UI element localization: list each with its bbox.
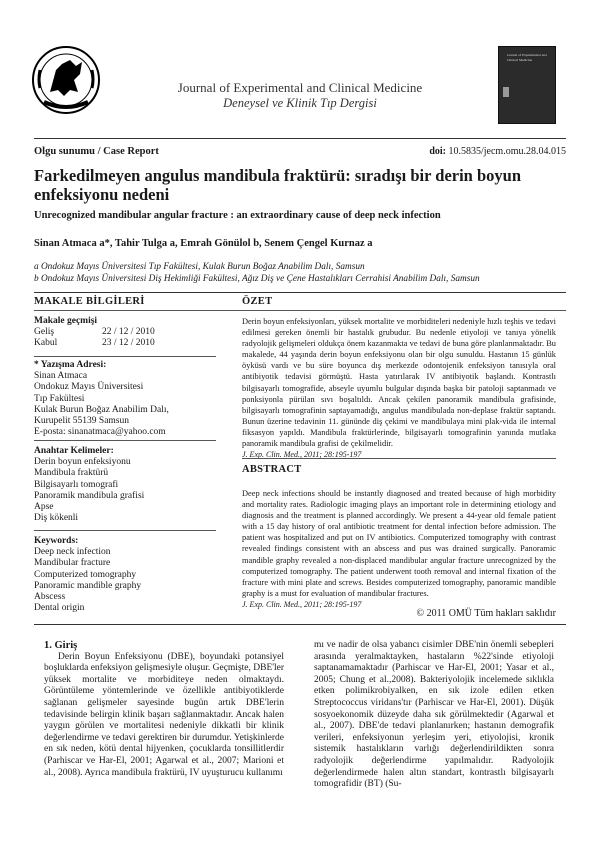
address-line: Kurupelit 55139 Samsun: [34, 416, 129, 427]
article-history: [34, 316, 216, 350]
accepted-label: Kabul: [34, 338, 58, 349]
address-line: Kulak Burun Boğaz Anabilim Dalı,: [34, 404, 169, 415]
info-rule-bottom: [34, 310, 566, 311]
abstract-block: [242, 488, 556, 610]
body-column-2: [314, 640, 554, 791]
address-divider: [34, 440, 216, 441]
address-label: * Yazışma Adresi:: [34, 360, 107, 370]
body-rule: [34, 624, 566, 625]
journal-cover-thumbnail: [498, 46, 556, 124]
doi[interactable]: [429, 146, 566, 157]
keyword-item: Mandibular fracture: [34, 558, 111, 569]
journal-title: Journal of Experimental and Clinical Medicine: [177, 80, 423, 95]
cover-mark: [503, 87, 509, 97]
address-line: Sinan Atmaca: [34, 371, 88, 382]
keywords-en-label: Keywords:: [34, 536, 79, 546]
accepted-date: 23 / 12 / 2010: [102, 338, 155, 349]
abstract-heading: ABSTRACT: [242, 464, 302, 475]
history-label: Makale geçmişi: [34, 316, 98, 326]
keyword-item: Panoramic mandible graphy: [34, 580, 142, 591]
received-row: [34, 327, 216, 338]
journal-subtitle: Deneysel ve Klinik Tıp Dergisi: [223, 96, 377, 110]
article-type: Olgu sunumu / Case Report: [34, 146, 159, 157]
keyword-item: Panoramik mandibula grafisi: [34, 490, 145, 501]
authors: Sinan Atmaca a*, Tahir Tulga a, Emrah Gönülol b, Senem Çengel Kurnaz a: [34, 238, 373, 249]
keyword-item: Derin boyun enfeksiyonu: [34, 457, 131, 468]
keywords-divider: [34, 530, 216, 531]
keyword-item: Bilgisayarlı tomografi: [34, 479, 119, 490]
cover-title: Journal of Experimental and Clinical Medicine: [507, 53, 547, 62]
abstract-divider: [242, 458, 556, 459]
keyword-item: Dental origin: [34, 603, 85, 614]
info-rule-top: [34, 292, 566, 293]
doi-label: doi:: [429, 146, 446, 157]
keyword-item: Computerized tomography: [34, 569, 137, 580]
email[interactable]: E-posta: sinanatmaca@yahoo.com: [34, 427, 166, 438]
history-divider: [34, 356, 216, 357]
university-logo: [30, 40, 102, 126]
keywords-tr: [34, 446, 216, 524]
ozet-heading: ÖZET: [242, 296, 273, 307]
correspondence: [34, 360, 216, 438]
keywords-en: [34, 536, 216, 614]
doi-value[interactable]: 10.5835/jecm.omu.28.04.015: [448, 146, 566, 157]
article-title-tr: Farkedilmeyen angulus mandibula fraktürü: sıradışı bir derin boyun enfeksiyonu nedeni: [34, 166, 521, 204]
section-heading: 1. Giriş: [44, 640, 78, 651]
received-date: 22 / 12 / 2010: [102, 327, 155, 338]
affiliation-a: a Ondokuz Mayıs Üniversitesi Tıp Fakültesi, Kulak Burun Boğaz Anabilim Dalı, Samsun: [34, 262, 365, 272]
body-text-1: Derin Boyun Enfeksiyonu (DBE), boyundaki potansiyel boşluklarda enfeksiyon gelişmesiyle oluşur. Geçmişte, DBE'ler yüksek mortalite ve morbiditeye neden olmaktaydı. Görüntüleme yöntemlerinde ve özellikle antibiyotiklerde sağlanan gelişmeler sayesinde bugün artık DBE'lerin tedavisinde belirgin klinik başarı sağlanmaktadır. Ancak halen yaygın görülen ve mortalitesi nedeniyle dikkatli bir klinik değerlendirme ve tedavi gerektiren bir durumdur. Yetişkinlerde en sık neden, kötü dental hijyenken, çocuklarda tonsillitlerdir (Parhiscar ve Har-El, 2001; Agarwal et al., 2007; Marioni et al., 2008). Ayrıca mandibula fraktürü, IV uyuşturucu kullanımı: [44, 651, 284, 778]
abstract-text: Deep neck infections should be instantly diagnosed and treated because of high morbidity and mortality rates. Radiologic imaging plays an important role in determining etiology and diagnosis and the treatment is planned accordingly. We present a 44-year old female patient with a 15 day history of oral antibiotic treatment for dental infection before admission. The patient was hospitalized and put on IV antibiotics. Computerized tomography with contrast revealed findings consistent with an abscess and pus was drained surgically. Panoramic mandible graphy revealed a non-displaced mandibular angular fracture unrecognized by the computerized tomography. The patient underwent tooth removal and internal fixation of the fracture with mini plate and screws. Besides computerized tomography, panoramic mandible graphy is a must for evaluation of mandibular fractures.: [242, 489, 556, 598]
ozet-text: Derin boyun enfeksiyonları, yüksek mortalite ve morbiditeleri nedeniyle hızlı teşhis ve tedavi edilmesi gereken önemli bir hastalık grubudur. Bu nedenle etiyoloji ve tanıya yönelik radyolojik gelişmeleri oldukça önem kazanmakta ve tedavi de buna göre planlanmaktadır. Bu makalede, 44 yaşında derin boyun enfeksiyonu olan bir olgu sunuldu. Hastanın 15 günlük öyküsü vardı ve bu süre boyunca dış merkezde odontojenik enfeksiyon tanısıyla oral antibiyotik tedavisi görmüştü. Hasta yatırılarak IV antibiyotik başlandı. Kontrastlı bilgisayarlı tomografide, abseyle uyumlu bulgular dışında başka bir patoloji saptanmadı ve ponksiyonla pürülan sıvı boşaltıldı. Ancak çekilen panoramik mandibula grafisinde, bilgisayarlı tomografinin saptayamadığı, angulus mandibulada non-deplase fraktür saptandı. Bunun üzerine tedavinin 11. gününde diş çekimi ve mandibulaya mini plak-vida ile internal fiksasyon yapıldı. Mandibula fraktürlerinde, bilgisayarlı tomografinin yanında mutlaka panoramik mandibula grafisi de çekilmelidir.: [242, 317, 556, 449]
ozet-block: [242, 316, 556, 460]
body-column-1: [44, 640, 284, 779]
header-rule: [34, 138, 566, 139]
received-label: Geliş: [34, 327, 55, 338]
accepted-row: [34, 338, 216, 349]
keyword-item: Apse: [34, 502, 54, 513]
keyword-item: Deep neck infection: [34, 547, 111, 558]
ozet-citation: J. Exp. Clin. Med., 2011; 28:195-197: [242, 450, 362, 460]
keyword-item: Diş kökenli: [34, 513, 79, 524]
keyword-item: Abscess: [34, 592, 66, 603]
address-line: Tıp Fakültesi: [34, 393, 85, 404]
copyright: © 2011 OMÜ Tüm hakları saklıdır: [416, 608, 556, 619]
article-title-en: Unrecognized mandibular angular fracture : an extraordinary cause of deep neck infection: [34, 210, 441, 221]
abstract-citation: J. Exp. Clin. Med., 2011; 28:195-197: [242, 599, 362, 609]
article-info-heading: MAKALE BİLGİLERİ: [34, 296, 145, 307]
keyword-item: Mandibula fraktürü: [34, 468, 109, 479]
keywords-tr-label: Anahtar Kelimeler:: [34, 446, 114, 456]
affiliation-b: b Ondokuz Mayıs Üniversitesi Diş Hekimliği Fakültesi, Ağız Diş ve Çene Hastalıkları Cerrahisi Anabilim Dalı, Samsun: [34, 274, 480, 284]
address-line: Ondokuz Mayıs Üniversitesi: [34, 382, 144, 393]
body-text-2: mı ve nadir de olsa yabancı cisimler DBE'nin önemli sebepleri arasında yeralmaktayken, hastaların %22'sinde etiyoloji saptanamamaktadır (Parhiscar ve Har-El, 2001; Yasar et al., 2005; Chung et al.,2008). Bakteriyolojik incelemede sıklıkla etken polimikrobiyalken, en sık izole edilen etken Streptococcus viridans'tır (Parhiscar ve Har-El, 2001). Düşük sosyoekonomik düzeyde daha sık görülmektedir (Agarwal et al., 2007). DBE'de tedavi planlanırken; hastanın demografik verileri, enfeksiyonun yerleşim yeri, etiyolojisi, kronik sistemik hastalıkların varlığı değerlendirildikten sonra radyolojik değerlendirme yapılmalıdır. Radyolojik değerlendirmede halen altın standart, kontrastlı bilgisayarlı tomografidir (BT) (Su-: [314, 640, 554, 790]
